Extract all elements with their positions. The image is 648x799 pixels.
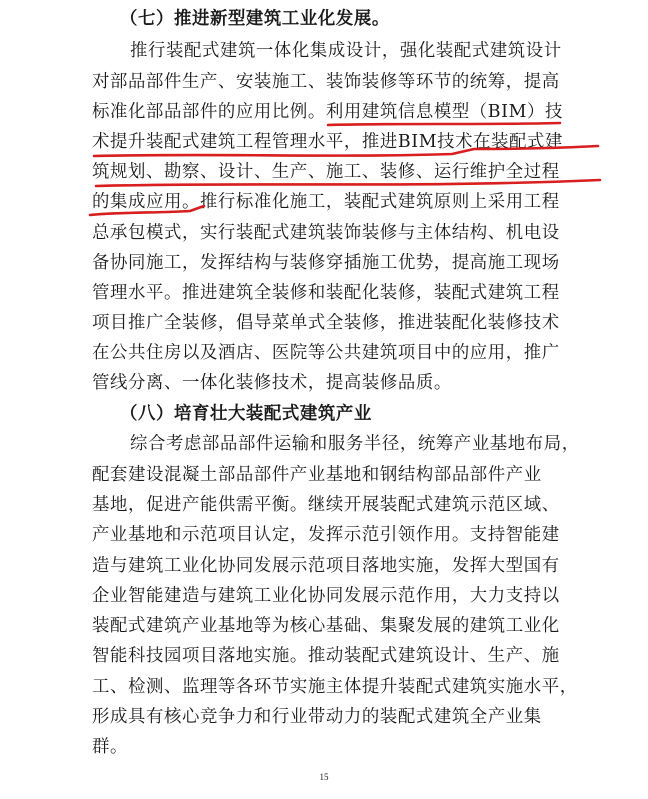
paragraph-line: 标准化部品部件的应用比例。利用建筑信息模型（BIM）技 xyxy=(92,102,564,122)
paragraph-line: 工、检测、监理等各环节实施主体提升装配式建筑实施水平， xyxy=(92,677,578,697)
paragraph-line: 总承包模式，实行装配式建筑装饰装修与主体结构、机电设 xyxy=(92,223,560,243)
paragraph-line: 造与建筑工业化协同发展示范项目落地实施，发挥大型国有 xyxy=(92,556,560,576)
paragraph-line: 推行装配式建筑一体化集成设计，强化装配式建筑设计 xyxy=(130,41,562,61)
paragraph-line: 智能科技园项目落地实施。推动装配式建筑设计、生产、施 xyxy=(92,646,560,666)
heading-section-7: （七）推进新型建筑工业化发展。 xyxy=(120,9,390,29)
paragraph-line: 术提升装配式建筑工程管理水平，推进BIM技术在装配式建 xyxy=(92,132,564,152)
page-number: 15 xyxy=(319,772,329,782)
paragraph-line: 产业基地和示范项目认定，发挥示范引领作用。支持智能建 xyxy=(92,525,560,545)
paragraph-line: 综合考虑部品部件运输和服务半径，统筹产业基地布局， xyxy=(130,434,580,454)
paragraph-line: 企业智能建造与建筑工业化协同发展示范作用，大力支持以 xyxy=(92,586,560,606)
paragraph-line: 对部品部件生产、安装施工、装饰装修等环节的统筹，提高 xyxy=(92,72,560,92)
paragraph-line: 管理水平。推进建筑全装修和装配化装修，装配式建筑工程 xyxy=(92,283,560,303)
paragraph-line: 形成具有核心竞争力和行业带动力的装配式建筑全产业集 xyxy=(92,707,542,727)
paragraph-line: 的集成应用。推行标准化施工，装配式建筑原则上采用工程 xyxy=(92,192,560,212)
paragraph-line: 筑规划、勘察、设计、生产、施工、装修、运行维护全过程 xyxy=(92,162,560,182)
paragraph-line: 在公共住房以及酒店、医院等公共建筑项目中的应用，推广 xyxy=(92,343,560,363)
paragraph-line: 备协同施工，发挥结构与装修穿插施工优势，提高施工现场 xyxy=(92,253,560,273)
paragraph-line: 群。 xyxy=(92,737,128,757)
paragraph-line: 项目推广全装修，倡导菜单式全装修，推进装配化装修技术 xyxy=(92,313,560,333)
paragraph-line: 配套建设混凝土部品部件产业基地和钢结构部品部件产业 xyxy=(92,465,542,485)
paragraph-line: 管线分离、一体化装修技术，提高装修品质。 xyxy=(92,373,452,393)
paragraph-line: 装配式建筑产业基地等为核心基础、集聚发展的建筑工业化 xyxy=(92,616,560,636)
heading-section-8: （八）培育壮大装配式建筑产业 xyxy=(120,404,372,424)
paragraph-line: 基地，促进产能供需平衡。继续开展装配式建筑示范区域、 xyxy=(92,495,560,515)
